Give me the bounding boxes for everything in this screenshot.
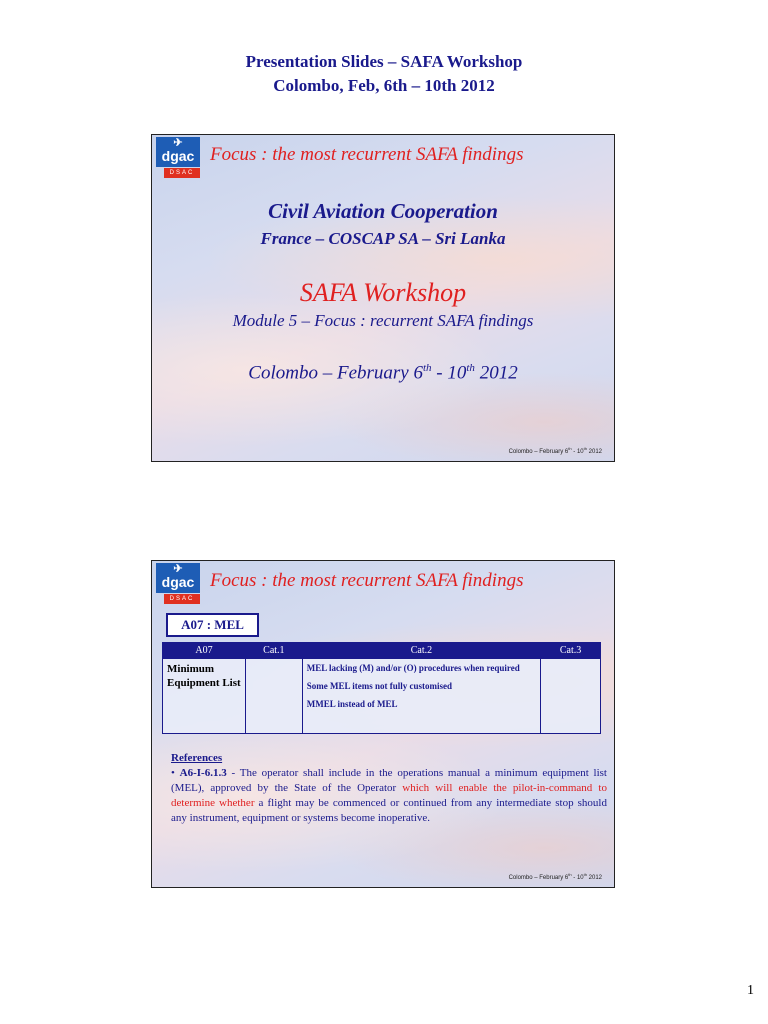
- column-header: Cat.1: [245, 643, 302, 659]
- heading-cooperation: Civil Aviation Cooperation: [268, 199, 498, 223]
- finding-item: MMEL instead of MEL: [306, 699, 398, 709]
- slide-dates: Colombo – February 6th - 10th 2012: [248, 362, 518, 384]
- references-block: [171, 751, 607, 826]
- page-number: 1: [747, 983, 754, 998]
- dgac-logo: ✈ dgac DSAC: [156, 563, 200, 607]
- column-header: Cat.3: [541, 643, 601, 659]
- page-header: [0, 50, 768, 98]
- finding-tag: A07 : MEL: [166, 613, 259, 637]
- table-cell-cat1: [245, 659, 302, 734]
- heading-partners: France – COSCAP SA – Sri Lanka: [260, 229, 506, 248]
- table-cell-item: Minimum Equipment List: [163, 659, 246, 734]
- slide-footer: Colombo – February 6th - 10th 2012: [508, 446, 602, 455]
- workshop-title: SAFA Workshop: [299, 278, 467, 307]
- table-cell-cat2: [302, 659, 540, 734]
- slide-1: [151, 134, 615, 462]
- module-subtitle: Module 5 – Focus : recurrent SAFA findings: [232, 311, 534, 330]
- table-row: [163, 659, 601, 734]
- column-header: Cat.2: [302, 643, 540, 659]
- slide-title: Focus : the most recurrent SAFA findings: [210, 570, 524, 591]
- finding-item: Some MEL items not fully customised: [306, 681, 453, 691]
- header-title: Presentation Slides – SAFA Workshop: [245, 52, 523, 71]
- plane-icon: ✈: [173, 563, 183, 575]
- slide-footer: Colombo – February 6th - 10th 2012: [508, 872, 602, 881]
- dgac-logo: ✈ dgac DSAC: [156, 137, 200, 181]
- findings-table: [162, 642, 601, 734]
- slide-2: [151, 560, 615, 888]
- slide-title: Focus : the most recurrent SAFA findings: [210, 144, 524, 165]
- plane-icon: ✈: [173, 137, 183, 149]
- reference-text: • A6-I-6.1.3 - The operator shall include in the operations manual a minimum equipment list (MEL), approved by the State of the Operator which will enable the pilot-in-command to determine whether a flight may be commenced or continued from any intermediate stop should any instrument, equipment or systems become inoperative.: [171, 767, 607, 824]
- references-heading: References: [171, 752, 223, 764]
- header-subtitle: Colombo, Feb, 6th – 10th 2012: [273, 76, 495, 95]
- column-header: A07: [163, 643, 246, 659]
- table-cell-cat3: [541, 659, 601, 734]
- finding-item: MEL lacking (M) and/or (O) procedures when required: [306, 663, 520, 673]
